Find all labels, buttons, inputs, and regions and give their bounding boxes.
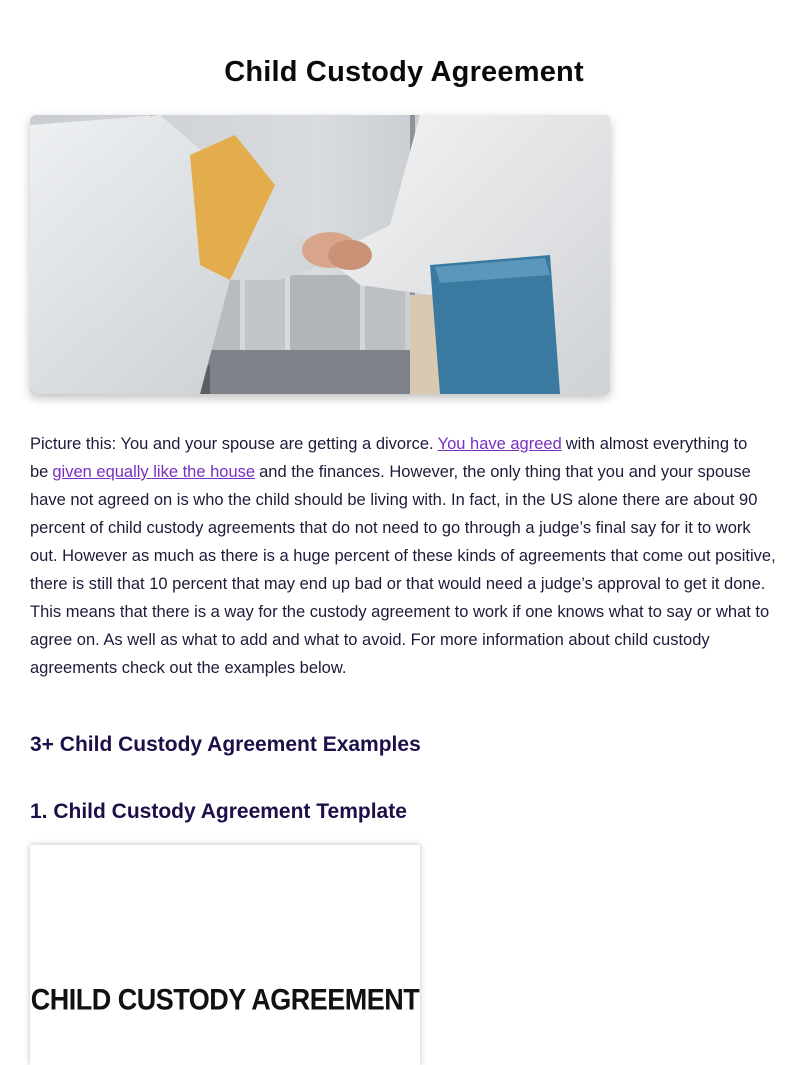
link-you-have-agreed[interactable]: You have agreed bbox=[437, 435, 562, 453]
template-heading: 1. Child Custody Agreement Template bbox=[30, 800, 407, 823]
intro-text-3: and the finances. However, the only thing that you and your spouse have not agreed on is who the child should be living with. In fact, in the US alone there are about 90 percent of child custody agreements that do not need to go through a judge’s final say for it to work out. However as much as there is a huge percent of these kinds of agreements that come out positive, there is still that 10 percent that may end up bad or that would need a judge’s approval to get it done. This means that there is a way for the custody agreement to work if one knows what to say or what to agree on. As well as what to add and what to avoid. For more information about child custody agreements check out the examples below. bbox=[30, 463, 776, 677]
link-given-equally[interactable]: given equally like the house bbox=[52, 463, 256, 481]
examples-heading: 3+ Child Custody Agreement Examples bbox=[30, 733, 421, 756]
document-preview-heading: CHILD CUSTODY AGREEMENT bbox=[30, 983, 420, 1017]
handshake-photo bbox=[30, 115, 610, 394]
intro-paragraph bbox=[30, 430, 778, 682]
document-preview[interactable] bbox=[30, 845, 420, 1065]
hero-image bbox=[30, 115, 610, 394]
intro-text-1: Picture this: You and your spouse are getting a divorce. bbox=[30, 435, 434, 453]
intro-text-2: with almost everything to be bbox=[30, 435, 748, 481]
page-title: Child Custody Agreement bbox=[224, 56, 584, 88]
